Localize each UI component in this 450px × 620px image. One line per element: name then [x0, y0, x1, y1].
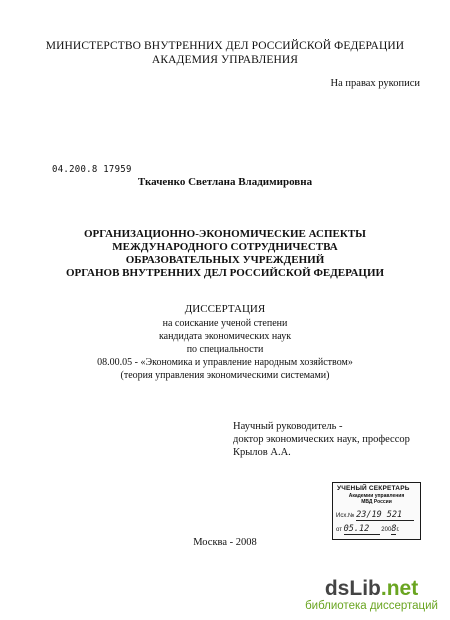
- stamp-heading: УЧЕНЫЙ СЕКРЕТАРЬ: [337, 485, 410, 492]
- author-name: Ткаченко Светлана Владимировна: [137, 176, 313, 188]
- secretary-stamp: [332, 482, 421, 540]
- stamp-outgoing-number: 23/19 521: [356, 510, 414, 521]
- stamp-org-line: Академии управления: [348, 493, 405, 499]
- stamp-year-prefix: 200: [381, 527, 392, 533]
- degree-line: по специальности: [186, 344, 264, 355]
- dslib-tagline: библиотека диссертаций: [305, 600, 438, 612]
- supervisor-label: Научный руководитель -: [233, 421, 343, 432]
- city-year: Москва - 2008: [193, 537, 257, 548]
- specialty-line: 08.00.05 - «Экономика и управление народным хозяйством»: [97, 357, 353, 368]
- dslib-logo: [305, 578, 438, 600]
- work-type: ДИССЕРТАЦИЯ: [184, 303, 266, 315]
- dissertation-title: [0, 228, 450, 280]
- stamp-date-row: [336, 524, 417, 535]
- stamp-date-value: 05.12: [344, 524, 380, 535]
- title-line: МЕЖДУНАРОДНОГО СОТРУДНИЧЕСТВА: [112, 241, 338, 253]
- academy-name: АКАДЕМИЯ УПРАВЛЕНИЯ: [151, 54, 299, 66]
- stamp-date-label: от: [336, 527, 342, 533]
- title-line: ОРГАНОВ ВНУТРЕННИХ ДЕЛ РОССИЙСКОЙ ФЕДЕРАЦИИ: [65, 267, 385, 279]
- supervisor-name: Крылов А.А.: [233, 447, 291, 458]
- degree-details: [0, 317, 450, 382]
- dslib-watermark: [305, 578, 438, 613]
- title-line: ОБРАЗОВАТЕЛЬНЫХ УЧРЕЖДЕНИЙ: [125, 254, 325, 266]
- stamp-outgoing-row: [336, 510, 417, 521]
- degree-line: на соискание ученой степени: [162, 318, 288, 329]
- logo-tld: .net: [380, 577, 419, 600]
- supervisor-degree: доктор экономических наук, профессор: [233, 434, 410, 445]
- stamp-organization: [333, 494, 420, 505]
- stamp-year-suffix: г.: [396, 527, 400, 533]
- logo-main: dsLib: [324, 577, 381, 600]
- degree-line: кандидата экономических наук: [158, 331, 292, 342]
- manuscript-rights-note: На правах рукописи: [330, 78, 420, 89]
- ministry-name: МИНИСТЕРСТВО ВНУТРЕННИХ ДЕЛ РОССИЙСКОЙ ФЕДЕРАЦИИ: [45, 40, 405, 52]
- stamp-outgoing-label: Исх.№: [336, 513, 355, 519]
- title-line: ОРГАНИЗАЦИОННО-ЭКОНОМИЧЕСКИЕ АСПЕКТЫ: [84, 228, 366, 240]
- supervisor-block: [233, 420, 410, 459]
- specialty-subline: (теория управления экономическими системами): [120, 370, 330, 381]
- registry-number: 04.200.8 17959: [52, 164, 132, 175]
- stamp-year-digit: 8: [391, 524, 397, 534]
- organization-header: [0, 39, 450, 67]
- stamp-org-line: МВД России: [361, 498, 392, 505]
